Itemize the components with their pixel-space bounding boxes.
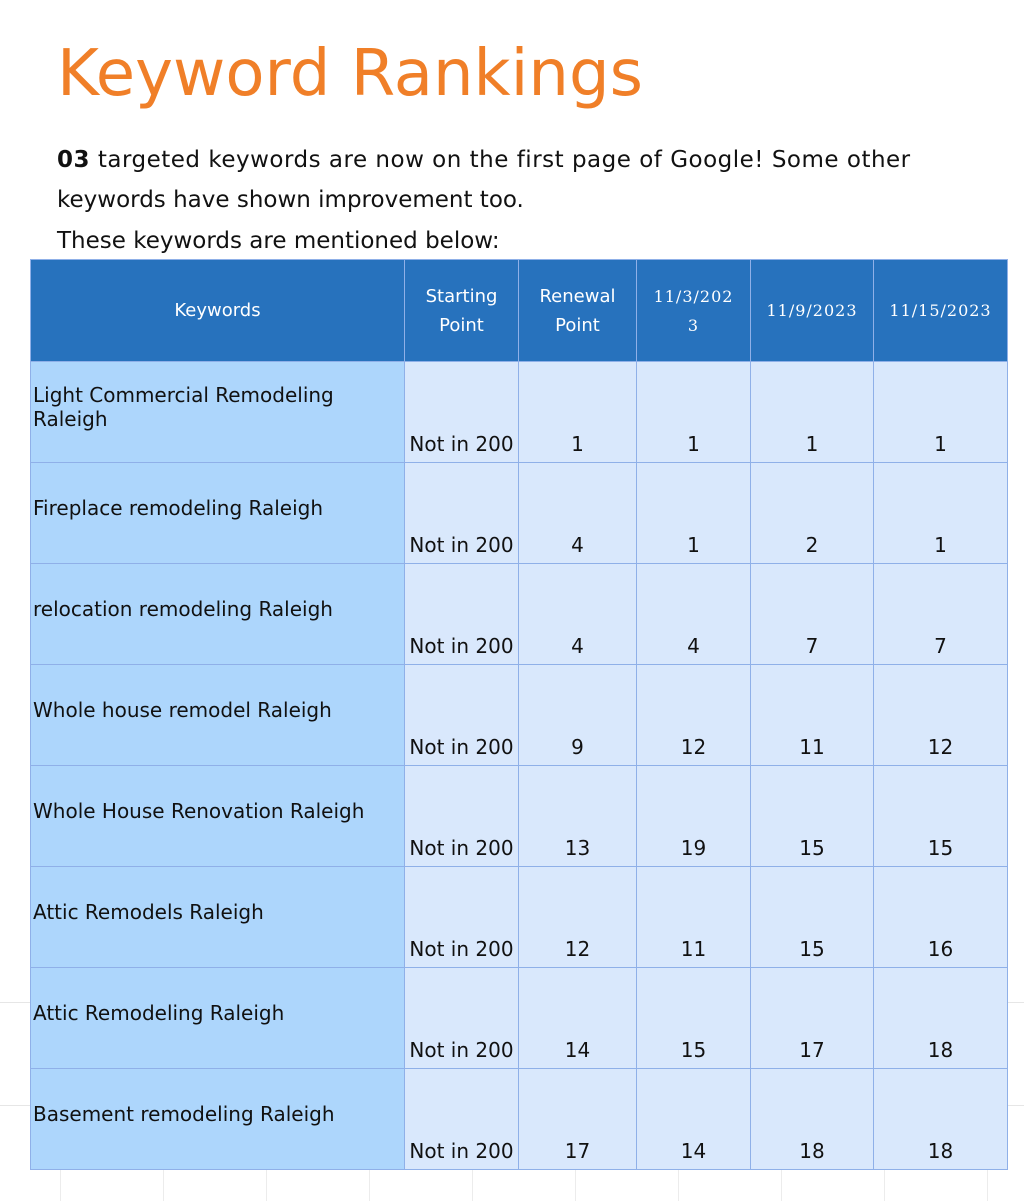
date-1-cell: 11 xyxy=(637,867,751,968)
renewal-point-cell: 13 xyxy=(519,766,637,867)
table-row xyxy=(31,362,1008,463)
table-header-row xyxy=(31,260,1008,362)
keyword-count: 03 xyxy=(57,147,91,173)
date-3-cell: 12 xyxy=(874,665,1008,766)
table-row xyxy=(31,766,1008,867)
page-title: Keyword Rankings xyxy=(57,37,643,111)
date-3-cell: 1 xyxy=(874,463,1008,564)
intro-text-line1: targeted keywords are now on the first page of Google! Some other xyxy=(90,147,911,173)
header-renewal-point: Renewal Point xyxy=(519,260,637,362)
starting-point-cell: Not in 200 xyxy=(405,867,519,968)
date-1-cell: 14 xyxy=(637,1069,751,1170)
header-date-3: 11/15/2023 xyxy=(874,260,1008,362)
keyword-cell: Whole house remodel Raleigh xyxy=(31,665,405,766)
date-3-cell: 18 xyxy=(874,968,1008,1069)
header-starting-point: Starting Point xyxy=(405,260,519,362)
renewal-point-cell: 14 xyxy=(519,968,637,1069)
date-2-cell: 2 xyxy=(751,463,874,564)
keyword-cell: Attic Remodeling Raleigh xyxy=(31,968,405,1069)
date-3-cell: 7 xyxy=(874,564,1008,665)
starting-point-cell: Not in 200 xyxy=(405,766,519,867)
date-2-cell: 7 xyxy=(751,564,874,665)
starting-point-cell: Not in 200 xyxy=(405,1069,519,1170)
starting-point-cell: Not in 200 xyxy=(405,362,519,463)
starting-point-cell: Not in 200 xyxy=(405,463,519,564)
renewal-point-cell: 4 xyxy=(519,564,637,665)
date-1-cell: 12 xyxy=(637,665,751,766)
table-row xyxy=(31,1069,1008,1170)
table-row xyxy=(31,665,1008,766)
date-1-cell: 4 xyxy=(637,564,751,665)
header-date-1: 11/3/2023 xyxy=(637,260,751,362)
date-2-cell: 1 xyxy=(751,362,874,463)
header-date-2: 11/9/2023 xyxy=(751,260,874,362)
date-2-cell: 15 xyxy=(751,766,874,867)
renewal-point-cell: 12 xyxy=(519,867,637,968)
starting-point-cell: Not in 200 xyxy=(405,968,519,1069)
date-3-cell: 1 xyxy=(874,362,1008,463)
table-row xyxy=(31,968,1008,1069)
keyword-cell: Attic Remodels Raleigh xyxy=(31,867,405,968)
date-3-cell: 18 xyxy=(874,1069,1008,1170)
renewal-point-cell: 17 xyxy=(519,1069,637,1170)
date-1-cell: 1 xyxy=(637,362,751,463)
intro-paragraph xyxy=(57,140,987,220)
date-2-cell: 18 xyxy=(751,1069,874,1170)
keyword-cell: Light Commercial Remodeling Raleigh xyxy=(31,362,405,463)
intro-text-line2: keywords have shown improvement too. xyxy=(57,187,524,213)
date-2-cell: 11 xyxy=(751,665,874,766)
keyword-cell: relocation remodeling Raleigh xyxy=(31,564,405,665)
intro-subline: These keywords are mentioned below: xyxy=(57,228,500,254)
keyword-rankings-table xyxy=(30,259,1008,1170)
date-2-cell: 15 xyxy=(751,867,874,968)
date-1-cell: 1 xyxy=(637,463,751,564)
date-2-cell: 17 xyxy=(751,968,874,1069)
keyword-cell: Fireplace remodeling Raleigh xyxy=(31,463,405,564)
date-3-cell: 16 xyxy=(874,867,1008,968)
date-1-cell: 19 xyxy=(637,766,751,867)
date-1-cell: 15 xyxy=(637,968,751,1069)
renewal-point-cell: 1 xyxy=(519,362,637,463)
keyword-cell: Whole House Renovation Raleigh xyxy=(31,766,405,867)
date-3-cell: 15 xyxy=(874,766,1008,867)
keyword-cell: Basement remodeling Raleigh xyxy=(31,1069,405,1170)
table-row xyxy=(31,867,1008,968)
renewal-point-cell: 9 xyxy=(519,665,637,766)
starting-point-cell: Not in 200 xyxy=(405,564,519,665)
table-row xyxy=(31,463,1008,564)
starting-point-cell: Not in 200 xyxy=(405,665,519,766)
renewal-point-cell: 4 xyxy=(519,463,637,564)
header-keywords: Keywords xyxy=(31,260,405,362)
table-row xyxy=(31,564,1008,665)
